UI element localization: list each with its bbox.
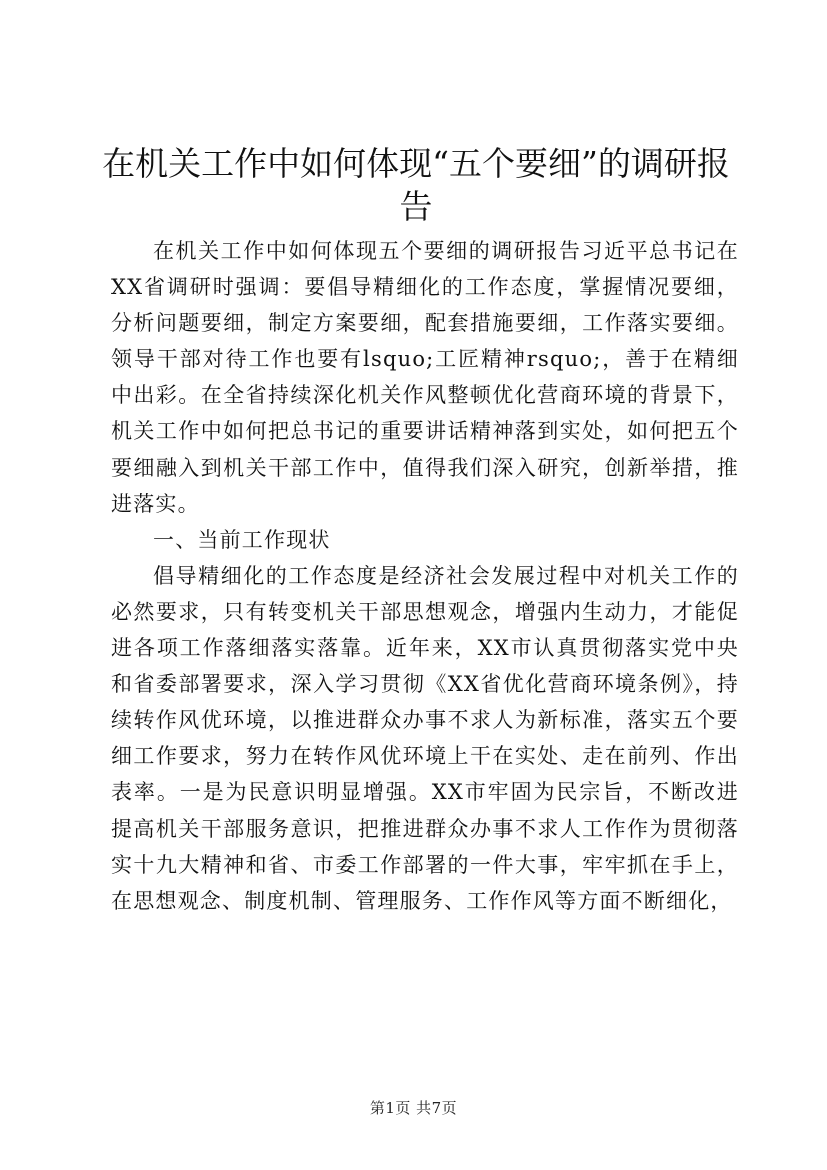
paragraph-current-status: 倡导精细化的工作态度是经济社会发展过程中对机关工作的必然要求，只有转变机关干部思想观念，增强内生动力，才能促进各项工作落细落实落靠。近年来，XX市认真贯彻落实党中央和省委部署要求，深入学习贯彻《XX省优化营商环境条例》，持续转作风优环境，以推进群众办事不求人为新标准，落实五个要细工作要求，努力在转作风优环境上干在实处、走在前列、作出表率。一是为民意识明显增强。XX市牢固为民宗旨，不断改进提高机关干部服务意识，把推进群众办事不求人工作作为贯彻落实十九大精神和省、市委工作部署的一件大事，牢牢抓在手上，在思想观念、制度机制、管理服务、工作作风等方面不断细化， [111, 563, 739, 913]
page-number-label: 第1页 共7页 [369, 1099, 458, 1117]
section-heading-current-status: 一、当前工作现状 [153, 527, 331, 552]
page-footer [0, 1098, 827, 1118]
paragraph-intro: 在机关工作中如何体现五个要细的调研报告习近平总书记在XX省调研时强调：要倡导精细化的工作态度，掌握情况要细，分析问题要细，制定方案要细，配套措施要细，工作落实要细。领导干部对待工作也要有lsquo;工匠精神rsquo;，善于在精细中出彩。在全省持续深化机关作风整顿优化营商环境的背景下，机关工作中如何把总书记的重要讲话精神落到实处，如何把五个要细融入到机关干部工作中，值得我们深入研究，创新举措，推进落实。 [111, 239, 739, 516]
document-title: 在机关工作中如何体现“五个要细”的调研报告 [102, 144, 730, 226]
document-body [111, 233, 739, 919]
